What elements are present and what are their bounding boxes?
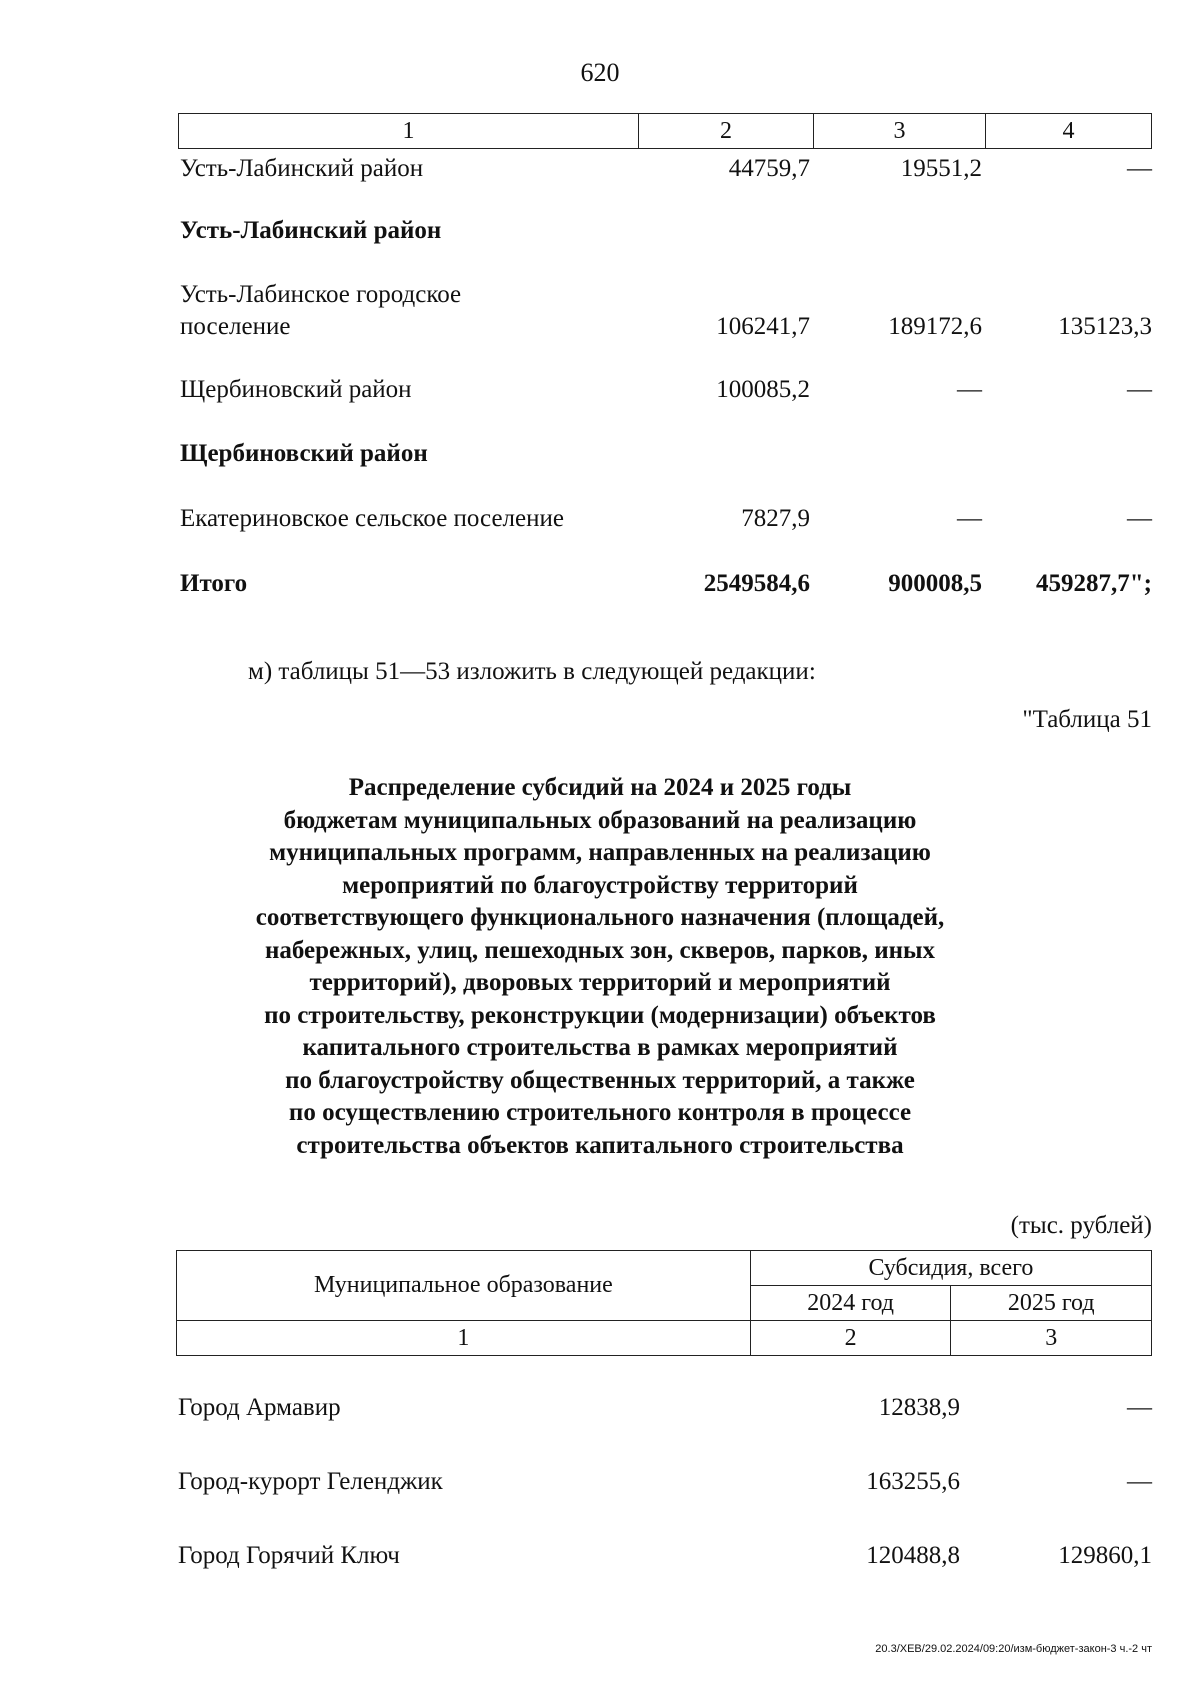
total-cell: 2549584,6 bbox=[703, 570, 810, 597]
table-cell: 7827,9 bbox=[741, 505, 810, 532]
title-line: Распределение субсидий на 2024 и 2025 годы bbox=[348, 774, 852, 801]
table-bottom-header bbox=[176, 1250, 1152, 1356]
table-row-label: Усть-Лабинский район bbox=[180, 155, 424, 182]
table-cell: 44759,7 bbox=[728, 155, 810, 182]
table-cell: 120488,8 bbox=[866, 1542, 960, 1569]
instruction-text: м) таблицы 51—53 изложить в следующей редакции: bbox=[248, 658, 816, 685]
table-row-label: Город Армавир bbox=[178, 1394, 341, 1421]
header-subsidy-total: Субсидия, всего bbox=[750, 1251, 1151, 1286]
title-line: набережных, улиц, пешеходных зон, скверов, парков, иных bbox=[264, 936, 936, 964]
table-row-label: Город Горячий Ключ bbox=[178, 1542, 400, 1569]
total-cell: 459287,7"; bbox=[1036, 570, 1152, 597]
table-row-label: Щербиновский район bbox=[180, 376, 412, 403]
column-number-1: 1 bbox=[177, 1321, 751, 1356]
header-year-2024: 2024 год bbox=[750, 1286, 951, 1321]
title-line: мероприятий по благоустройству территорий bbox=[342, 871, 858, 899]
document-footer: 20.3/ХЕВ/29.02.2024/09:20/изм-бюджет-закон-3 ч.-2 чт bbox=[875, 1643, 1152, 1655]
table-cell: 163255,6 bbox=[866, 1468, 960, 1495]
column-header-3: 3 bbox=[814, 114, 986, 148]
total-label: Итого bbox=[180, 570, 248, 597]
table-cell: — bbox=[1127, 1468, 1152, 1495]
total-cell: 900008,5 bbox=[888, 570, 982, 597]
table-row-label-line2: поселение bbox=[180, 313, 291, 340]
table-cell: — bbox=[1127, 376, 1152, 403]
title-line: соответствующего функционального назначения (площадей, bbox=[255, 904, 945, 931]
group-heading: Щербиновский район bbox=[180, 440, 428, 467]
table-cell: — bbox=[1127, 155, 1152, 182]
table-cell: 19551,2 bbox=[900, 155, 982, 182]
table-cell: 129860,1 bbox=[1058, 1542, 1152, 1569]
title-line: капитального строительства в рамках мероприятий bbox=[302, 1034, 898, 1061]
group-heading: Усть-Лабинский район bbox=[180, 217, 442, 244]
table-row-label: Екатериновское сельское поселение bbox=[180, 505, 564, 532]
table-cell: 135123,3 bbox=[1058, 313, 1152, 340]
header-year-2025: 2025 год bbox=[951, 1286, 1152, 1321]
table-cell: — bbox=[957, 376, 982, 403]
page-number: 620 bbox=[580, 58, 620, 87]
table-cell: — bbox=[1127, 1394, 1152, 1421]
column-header-1: 1 bbox=[179, 114, 639, 148]
title-line: по благоустройству общественных территорий, а также bbox=[285, 1066, 915, 1094]
table-row-label-line1: Усть-Лабинское городское bbox=[180, 281, 462, 308]
table-cell: 189172,6 bbox=[888, 313, 982, 340]
column-header-2: 2 bbox=[639, 114, 814, 148]
column-header-4: 4 bbox=[1062, 118, 1075, 144]
table-row-label: Город-курорт Геленджик bbox=[178, 1468, 443, 1495]
table-top-header bbox=[178, 113, 1152, 149]
header-municipality: Муниципальное образование bbox=[177, 1251, 751, 1321]
title-line: территорий), дворовых территорий и мероприятий bbox=[309, 969, 891, 996]
units-label: (тыс. рублей) bbox=[1010, 1212, 1152, 1239]
title-line: бюджетам муниципальных образований на реализацию bbox=[283, 806, 917, 834]
title-line: по осуществлению строительного контроля в процессе bbox=[288, 1099, 912, 1126]
table-cell: 106241,7 bbox=[716, 313, 810, 340]
table-cell: 100085,2 bbox=[716, 376, 810, 403]
column-number-3: 3 bbox=[951, 1321, 1152, 1356]
table-cell: — bbox=[1127, 505, 1152, 532]
column-number-2: 2 bbox=[750, 1321, 951, 1356]
table-title bbox=[200, 772, 1000, 1162]
title-line: муниципальных программ, направленных на реализацию bbox=[269, 839, 931, 866]
title-line: строительства объектов капитального строительства bbox=[296, 1131, 904, 1159]
table-cell: 12838,9 bbox=[878, 1394, 960, 1421]
table-cell: — bbox=[957, 505, 982, 532]
table-label: "Таблица 51 bbox=[1022, 706, 1152, 733]
title-line: по строительству, реконструкции (модернизации) объектов bbox=[264, 1001, 936, 1029]
